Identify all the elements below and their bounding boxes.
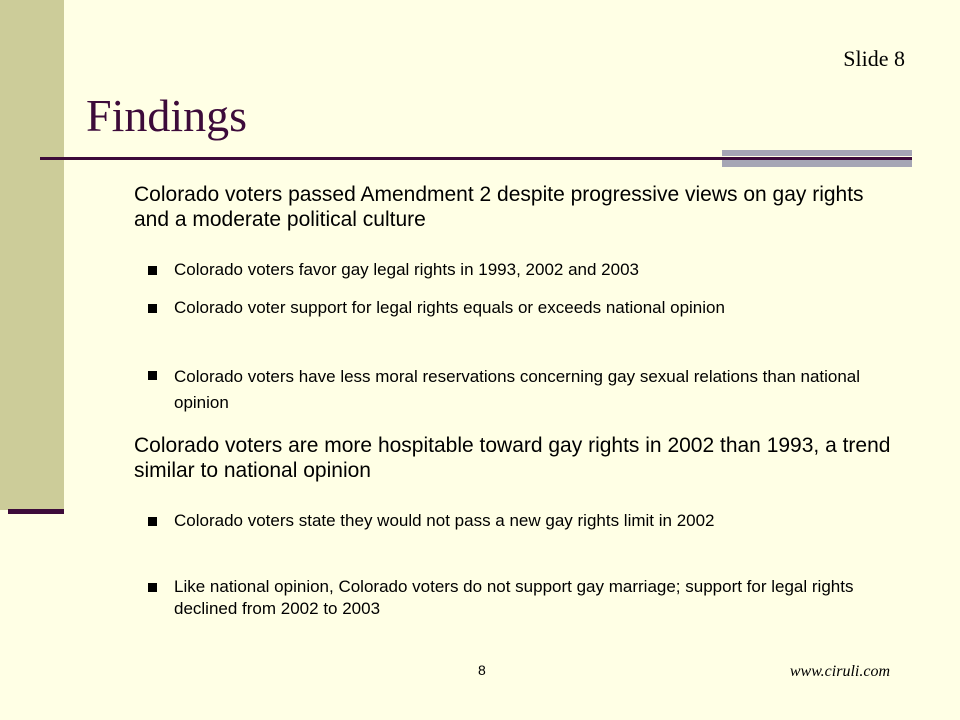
slide-title: Findings bbox=[86, 90, 248, 141]
main-point-2: Colorado voters are more hospitable toward gay rights in 2002 than 1993, a trend similar to national opinion bbox=[134, 434, 891, 482]
slide-label: Slide 8 bbox=[843, 46, 905, 71]
sub-point-2-1 bbox=[148, 510, 914, 532]
square-bullet-icon bbox=[148, 304, 157, 313]
sub-point-2-2 bbox=[148, 576, 914, 620]
square-bullet-icon bbox=[148, 266, 157, 275]
website-link[interactable]: www.ciruli.com bbox=[789, 663, 890, 680]
page-number: 8 bbox=[478, 662, 486, 678]
sub-point-1-3 bbox=[148, 364, 914, 416]
square-bullet-icon bbox=[148, 517, 157, 526]
sub-point-text: Like national opinion, Colorado voters do not support gay marriage; support for legal rights declined from 2002 to 2003 bbox=[174, 577, 854, 618]
sub-point-text: Colorado voter support for legal rights equals or exceeds national opinion bbox=[174, 298, 725, 317]
square-bullet-icon bbox=[148, 583, 157, 592]
main-point-1: Colorado voters passed Amendment 2 despite progressive views on gay rights and a moderate political culture bbox=[134, 183, 864, 231]
sub-point-1-2 bbox=[148, 297, 914, 319]
square-bullet-icon bbox=[148, 371, 157, 380]
sub-point-text: Colorado voters state they would not pass a new gay rights limit in 2002 bbox=[174, 511, 715, 530]
sub-point-text: Colorado voters favor gay legal rights in 1993, 2002 and 2003 bbox=[174, 260, 639, 279]
sub-point-1-1 bbox=[148, 259, 914, 281]
sub-point-text: Colorado voters have less moral reservations concerning gay sexual relations than national opinion bbox=[174, 367, 861, 412]
